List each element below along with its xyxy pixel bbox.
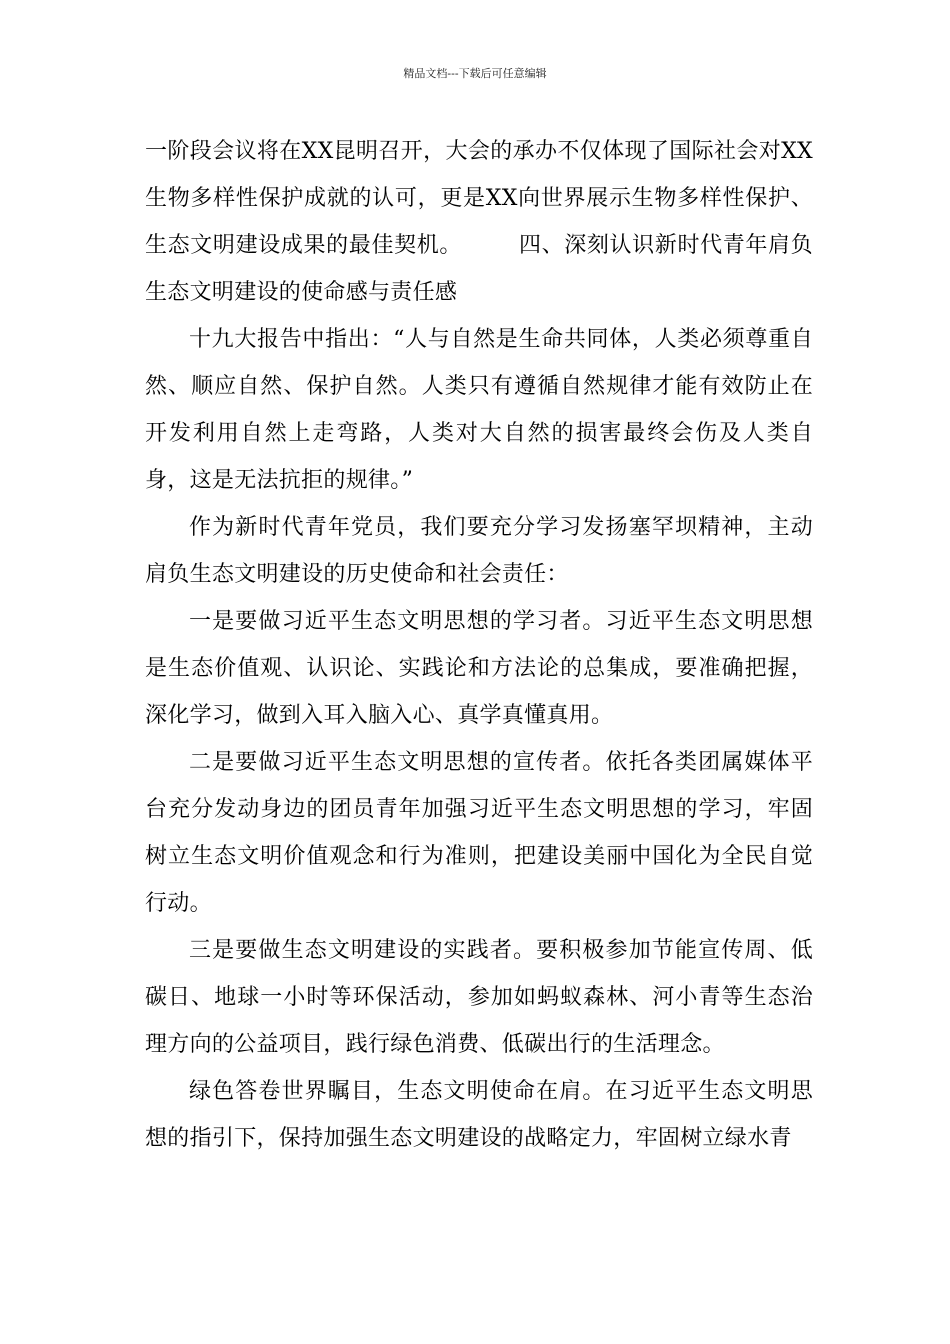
paragraph-1: 一阶段会议将在XX昆明召开，大会的承办不仅体现了国际社会对XX生物多样性保护成就的认可，更是XX向世界展示生物多样性保护、生态文明建设成果的最佳契机。 四、深刻认识新时代青年肩负生态文明建设的使命感与责任感 xyxy=(145,139,813,305)
paragraph-4: 一是要做习近平生态文明思想的学习者。习近平生态文明思想是生态价值观、认识论、实践论和方法论的总集成，要准确把握，深化学习，做到入耳入脑入心、真学真懂真用。 xyxy=(145,609,813,728)
paragraph-6: 三是要做生态文明建设的实践者。要积极参加节能宣传周、低碳日、地球一小时等环保活动，参加如蚂蚁森林、河小青等生态治理方向的公益项目，践行绿色消费、低碳出行的生活理念。 xyxy=(145,938,813,1057)
paragraph-5: 二是要做习近平生态文明思想的宣传者。依托各类团属媒体平台充分发动身边的团员青年加强习近平生态文明思想的学习，牢固树立生态文明价值观念和行为准则，把建设美丽中国化为全民自觉行动。 xyxy=(145,750,813,916)
page-header: 精品文档---下载后可任意编辑 xyxy=(403,67,547,80)
document-body xyxy=(145,128,813,1162)
paragraph-2: 十九大报告中指出：“人与自然是生命共同体，人类必须尊重自然、顺应自然、保护自然。人类只有遵循自然规律才能有效防止在开发利用自然上走弯路，人类对大自然的损害最终会伤及人类自身，这是无法抗拒的规律。” xyxy=(145,327,813,493)
paragraph-7: 绿色答卷世界瞩目，生态文明使命在肩。在习近平生态文明思想的指引下，保持加强生态文明建设的战略定力，牢固树立绿水青 xyxy=(145,1079,813,1151)
paragraph-3: 作为新时代青年党员，我们要充分学习发扬塞罕坝精神，主动肩负生态文明建设的历史使命和社会责任： xyxy=(145,515,813,587)
